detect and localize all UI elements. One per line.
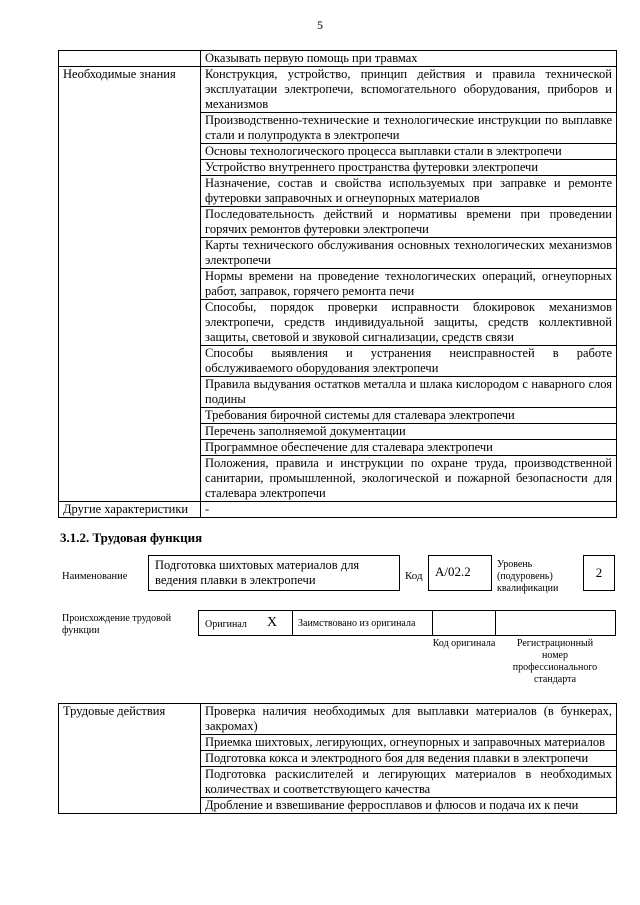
first-aid-item: Оказывать первую помощь при травмах — [201, 51, 617, 67]
level-label: Уровень (подуровень) квалификации — [497, 559, 559, 594]
original-label: Оригинал — [205, 619, 247, 630]
table-row — [59, 502, 617, 518]
level-box — [583, 555, 615, 591]
function-name: Подготовка шихтовых материалов для ведения плавки в электропечи — [155, 558, 360, 587]
section-title: 3.1.2. Трудовая функция — [60, 530, 203, 545]
table-row — [59, 67, 617, 113]
knowledge-item: Назначение, состав и свойства используемых при заправке и ремонте футеровки заправочных и огнеупорных материалов — [201, 176, 617, 207]
function-code-box — [428, 555, 492, 591]
origin-code-cell — [432, 610, 496, 636]
borrowed-label: Заимствовано из оригинала — [298, 618, 416, 629]
action-item: Дробление и взвешивание ферросплавов и флюсов и подача их к печи — [201, 798, 617, 814]
empty-label-cell — [59, 51, 201, 67]
knowledge-label: Необходимые знания — [59, 67, 201, 502]
page-number: 5 — [317, 18, 323, 32]
action-item: Подготовка кокса и электродного боя для ведения плавки в электропечи — [201, 751, 617, 767]
name-label: Наименование — [62, 571, 128, 582]
function-name-box — [148, 555, 400, 591]
knowledge-item: Требования бирочной системы для сталевара электропечи — [201, 408, 617, 424]
knowledge-item: Основы технологического процесса выплавки стали в электропечи — [201, 144, 617, 160]
knowledge-item: Программное обеспечение для сталевара электропечи — [201, 440, 617, 456]
knowledge-item: Способы выявления и устранения неисправностей в работе обслуживаемого оборудования электропечи — [201, 346, 617, 377]
code-caption: Код оригинала — [432, 638, 496, 649]
borrowed-cell — [292, 610, 433, 636]
knowledge-item: Карты технического обслуживания основных технологических механизмов электропечи — [201, 238, 617, 269]
original-mark: X — [267, 615, 278, 630]
actions-table — [58, 703, 617, 814]
origin-label: Происхождение трудовой функции — [62, 613, 172, 636]
reg-number-cell — [495, 610, 616, 636]
other-label: Другие характеристики — [59, 502, 201, 518]
table-row — [59, 51, 617, 67]
knowledge-item: Способы, порядок проверки исправности блокировок механизмов электропечи, средств индивидуальной защиты, средств коллективной защиты, световой и звуковой сигнализации, средств связи — [201, 300, 617, 346]
table-row — [59, 704, 617, 735]
action-item: Приемка шихтовых, легирующих, огнеупорных и заправочных материалов — [201, 735, 617, 751]
function-code: А/02.2 — [435, 564, 471, 579]
knowledge-item: Перечень заполняемой документации — [201, 424, 617, 440]
level-value: 2 — [595, 565, 603, 580]
other-value: - — [201, 502, 617, 518]
knowledge-item: Последовательность действий и нормативы времени при проведении горячих ремонтов футеровки электропечи — [201, 207, 617, 238]
action-item: Проверка наличия необходимых для выплавки материалов (в бункерах, закромах) — [201, 704, 617, 735]
knowledge-item: Конструкция, устройство, принцип действия и правила технической эксплуатации электропечи, вспомогательного оборудования, приборов и механизмов — [201, 67, 617, 113]
knowledge-item: Производственно-технические и технологические инструкции по выплавке стали и полупродукта в электропечи — [201, 113, 617, 144]
actions-label: Трудовые действия — [59, 704, 201, 814]
knowledge-item: Устройство внутреннего пространства футеровки электропечи — [201, 160, 617, 176]
action-item: Подготовка раскислителей и легирующих материалов в необходимых количествах и соответствующего качества — [201, 767, 617, 798]
reg-caption: Регистрационный номер профессионального стандарта — [512, 638, 598, 685]
code-label: Код — [405, 570, 423, 582]
original-cell — [198, 610, 293, 636]
knowledge-item: Правила выдувания остатков металла и шлака кислородом с наварного слоя подины — [201, 377, 617, 408]
knowledge-item: Положения, правила и инструкции по охране труда, производственной санитарии, промышленной, экологической и пожарной безопасности для сталевара электропечи — [201, 456, 617, 502]
knowledge-table — [58, 50, 617, 518]
knowledge-item: Нормы времени на проведение технологических операций, огнеупорных работ, заправок, горячего ремонта печи — [201, 269, 617, 300]
